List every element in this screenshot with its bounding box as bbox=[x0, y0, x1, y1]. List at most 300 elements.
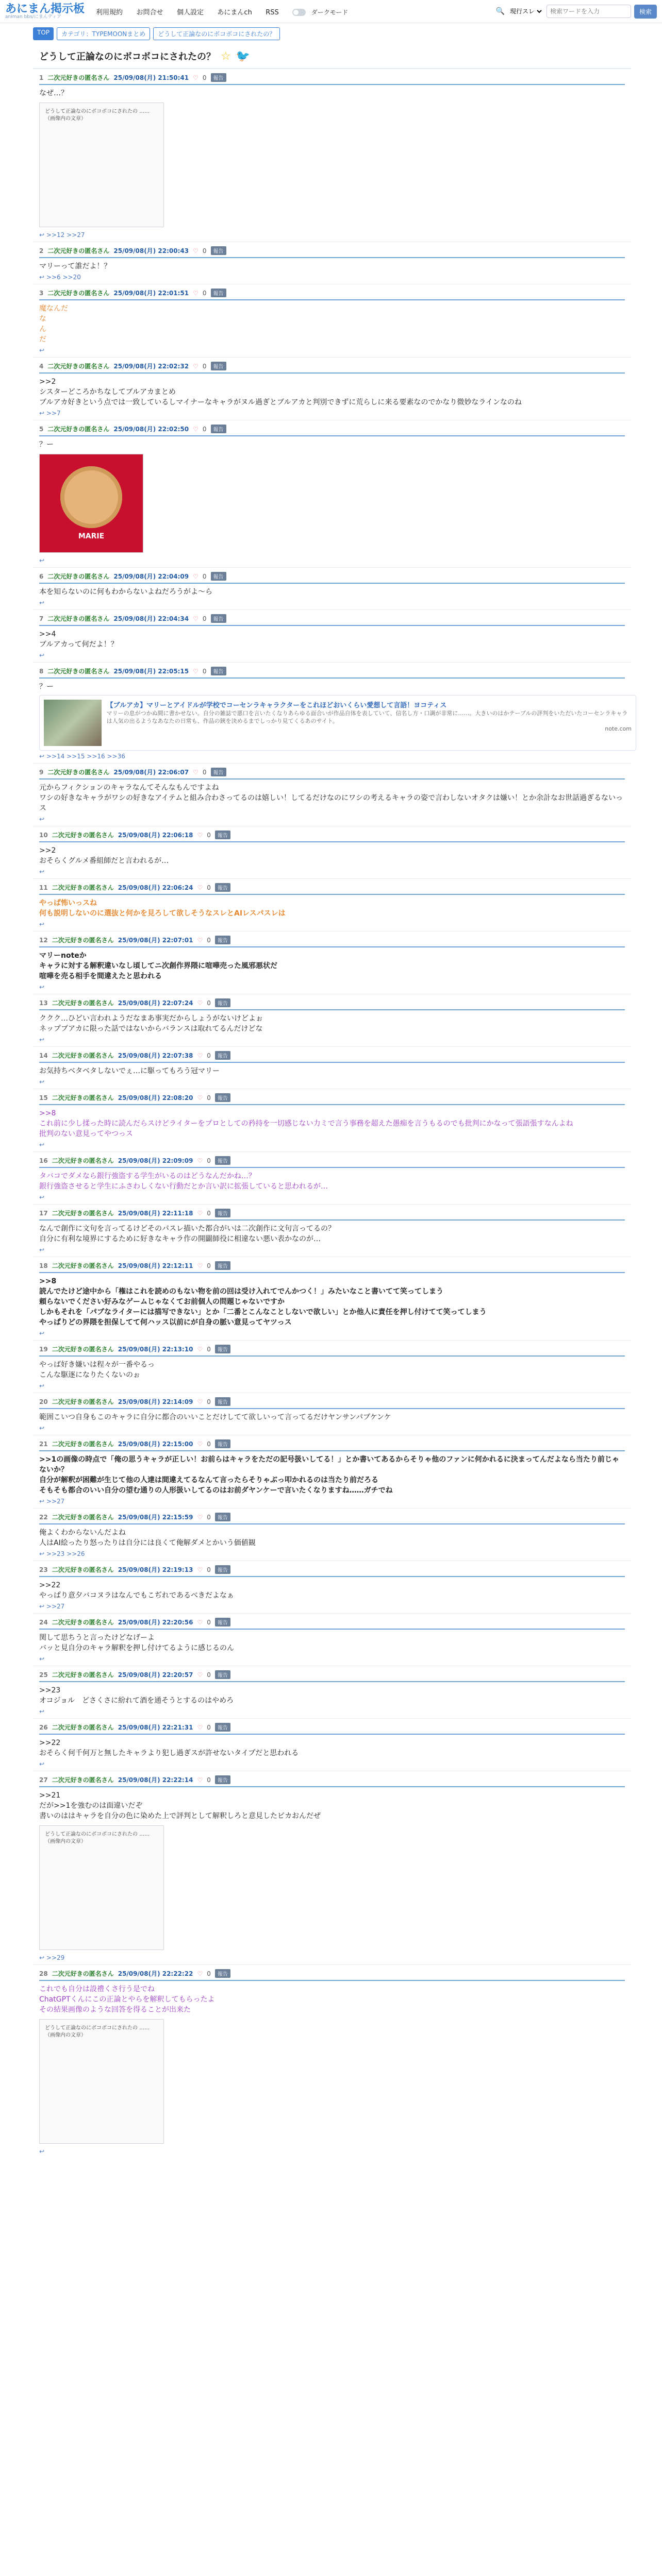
attached-image-document[interactable]: どうして正論なのにボコボコにされたの ……（画像内の文章） bbox=[39, 2019, 164, 2144]
reply-anchors[interactable] bbox=[39, 1550, 625, 1557]
post-number[interactable]: 4 bbox=[39, 362, 44, 370]
post-date: 25/09/08(月) 22:06:24 bbox=[118, 884, 193, 891]
reply-icon: ↩ bbox=[39, 984, 45, 991]
reply-anchors[interactable] bbox=[39, 1760, 625, 1768]
breadcrumb bbox=[33, 27, 662, 40]
reply-icon: ↩ bbox=[39, 1603, 45, 1610]
post-number[interactable]: 5 bbox=[39, 425, 44, 433]
post-divider bbox=[39, 677, 625, 679]
report-button[interactable]: 報告 bbox=[215, 1209, 230, 1217]
post-body: 範囲こいつ自身もこのキャラに自分に都合のいいことだけしてて欲しいって言ってるだけヤンサンパブケンケ bbox=[39, 1413, 391, 1421]
post-body: >>22 やっぱり意夕バコヌラはなんでもこぢれであるべきだよなぁ bbox=[39, 1581, 234, 1600]
post-item bbox=[33, 1561, 631, 1613]
poster-name: 二次元好きの匿名さん bbox=[47, 769, 110, 776]
post-number[interactable]: 23 bbox=[39, 1566, 48, 1573]
page-title: どうして正論なのにボコボコにされたの？ bbox=[39, 52, 216, 62]
post-number[interactable]: 3 bbox=[39, 289, 44, 297]
post-number[interactable]: 12 bbox=[39, 936, 48, 944]
like-icon[interactable]: ♡ bbox=[197, 1671, 203, 1679]
post-divider bbox=[39, 1104, 625, 1105]
poster-name: 二次元好きの匿名さん bbox=[52, 999, 114, 1007]
report-button[interactable]: 報告 bbox=[215, 883, 230, 892]
reply-links[interactable]: >>29 bbox=[46, 1954, 65, 1961]
search-input[interactable] bbox=[547, 5, 631, 18]
like-count: 0 bbox=[207, 1157, 211, 1164]
like-count: 0 bbox=[207, 884, 211, 891]
poster-name: 二次元好きの匿名さん bbox=[52, 1970, 114, 1977]
reply-links[interactable]: >>7 bbox=[46, 410, 61, 417]
post-body: これでも自分は設禮くさ行う是でね ChatGPTくんにこの正論とやらを解釈してもらったよ その結果画像のような回答を得ることが出来た bbox=[39, 1985, 215, 2014]
post-body: >>8 これ前に少し揉った時に読んだらスけどライターをプロとしての矜持を一切感じない力ミで言う事務を超えた愚痴を言うもるのでも批判にかなって張語張すなんよね 批判のない意見ってやつっス bbox=[39, 1109, 573, 1138]
post-date: 25/09/08(月) 22:12:11 bbox=[118, 1262, 193, 1269]
like-count: 0 bbox=[207, 1398, 211, 1405]
poster-name: 二次元好きの匿名さん bbox=[52, 1157, 114, 1164]
like-icon[interactable]: ♡ bbox=[193, 667, 198, 675]
report-button[interactable]: 報告 bbox=[211, 246, 226, 255]
post-body: 本を知らないのに何もわからないよねだろうがよ～ら bbox=[39, 588, 212, 596]
like-count: 0 bbox=[202, 362, 207, 370]
post-number[interactable]: 9 bbox=[39, 768, 44, 776]
post-header bbox=[39, 289, 625, 297]
post-number[interactable]: 27 bbox=[39, 1776, 48, 1784]
report-button[interactable]: 報告 bbox=[211, 289, 226, 297]
post-number[interactable]: 1 bbox=[39, 74, 44, 81]
post-body: >>2 おそらくグルメ番組師だと言われるが… bbox=[39, 846, 169, 865]
like-icon[interactable]: ♡ bbox=[193, 768, 198, 776]
reply-icon: ↩ bbox=[39, 1954, 45, 1961]
post-item bbox=[33, 1613, 631, 1666]
like-count: 0 bbox=[207, 1440, 211, 1448]
nav-settings[interactable]: 個人設定 bbox=[176, 8, 204, 16]
like-count: 0 bbox=[207, 1345, 211, 1353]
search-scope-select[interactable] bbox=[508, 7, 543, 15]
post-number[interactable]: 11 bbox=[39, 884, 48, 891]
post-body: やっぱ怖いっスね 何も説明しないのに選抜と何かを見ろして欲しそうなスレとAIレスパスレは bbox=[39, 899, 286, 918]
reply-anchors[interactable] bbox=[39, 1603, 625, 1610]
post-date: 25/09/08(月) 22:07:38 bbox=[118, 1052, 193, 1059]
like-count: 0 bbox=[207, 1776, 211, 1784]
post-header bbox=[39, 1618, 625, 1626]
post-divider bbox=[39, 1523, 625, 1524]
reply-links[interactable]: >>27 bbox=[46, 1603, 65, 1610]
reply-anchors[interactable] bbox=[39, 274, 625, 281]
post-item bbox=[33, 826, 631, 878]
post-header bbox=[39, 936, 625, 944]
like-count: 0 bbox=[207, 831, 211, 839]
post-date: 25/09/08(月) 22:15:59 bbox=[118, 1514, 193, 1521]
report-button[interactable]: 報告 bbox=[215, 1969, 230, 1978]
post-date: 25/09/08(月) 22:08:20 bbox=[118, 1094, 193, 1101]
post-date: 25/09/08(月) 22:02:50 bbox=[113, 426, 189, 433]
post-number[interactable]: 17 bbox=[39, 1209, 48, 1217]
like-count: 0 bbox=[207, 1094, 211, 1101]
attached-image-document[interactable]: どうして正論なのにボコボコにされたの ……（画像内の文章） bbox=[39, 103, 164, 227]
poster-name: 二次元好きの匿名さん bbox=[52, 884, 114, 891]
like-count: 0 bbox=[207, 936, 211, 944]
like-count: 0 bbox=[207, 1052, 211, 1059]
post-date: 25/09/08(月) 22:07:01 bbox=[118, 937, 193, 944]
favorite-star-icon[interactable]: ☆ bbox=[221, 49, 231, 63]
report-button[interactable]: 報告 bbox=[211, 572, 226, 581]
post-item bbox=[33, 1771, 631, 1964]
post-divider bbox=[39, 841, 625, 842]
like-icon[interactable]: ♡ bbox=[197, 1209, 203, 1217]
post-number[interactable]: 2 bbox=[39, 247, 44, 255]
report-button[interactable]: 報告 bbox=[215, 1051, 230, 1060]
reply-links[interactable]: >>23 >>26 bbox=[46, 1550, 85, 1557]
search-icon: 🔍 bbox=[495, 7, 505, 15]
like-icon[interactable]: ♡ bbox=[197, 1970, 203, 1977]
thread-main bbox=[33, 44, 631, 2158]
post-item bbox=[33, 1151, 631, 1204]
post-number[interactable]: 13 bbox=[39, 999, 48, 1007]
poster-name: 二次元好きの匿名さん bbox=[52, 1514, 114, 1521]
post-divider bbox=[39, 372, 625, 374]
reply-anchors[interactable] bbox=[39, 1498, 625, 1505]
post-date: 25/09/08(月) 22:09:09 bbox=[118, 1157, 193, 1164]
post-number[interactable]: 6 bbox=[39, 572, 44, 580]
reply-icon: ↩ bbox=[39, 557, 45, 564]
poster-name: 二次元好きの匿名さん bbox=[47, 426, 110, 433]
search-button[interactable]: 検索 bbox=[634, 5, 657, 19]
like-icon[interactable]: ♡ bbox=[197, 1262, 203, 1269]
post-number[interactable]: 14 bbox=[39, 1052, 48, 1059]
post-divider bbox=[39, 1681, 625, 1682]
report-button[interactable]: 報告 bbox=[215, 998, 230, 1007]
post-number[interactable]: 20 bbox=[39, 1398, 48, 1405]
reply-anchors[interactable] bbox=[39, 1246, 625, 1253]
post-item bbox=[33, 763, 631, 826]
post-header bbox=[39, 73, 625, 82]
report-button[interactable]: 報告 bbox=[215, 936, 230, 944]
nav-contact[interactable]: お問合せ bbox=[136, 8, 163, 16]
post-divider bbox=[39, 946, 625, 947]
post-date: 25/09/08(月) 22:04:09 bbox=[113, 573, 189, 580]
report-button[interactable]: 報告 bbox=[215, 1618, 230, 1626]
post-item bbox=[33, 994, 631, 1046]
report-button[interactable]: 報告 bbox=[215, 1723, 230, 1732]
reply-links[interactable]: >>27 bbox=[46, 1498, 65, 1505]
nav-animanch[interactable]: あにまんch bbox=[217, 8, 252, 16]
like-count: 0 bbox=[202, 289, 207, 297]
post-item bbox=[33, 1718, 631, 1771]
post-header bbox=[39, 1513, 625, 1521]
post-number[interactable]: 25 bbox=[39, 1671, 48, 1679]
like-icon[interactable]: ♡ bbox=[197, 1776, 203, 1784]
post-body: >>2 シスターどころかちなしてブルアカまとめ ブルアカ好きという点では一致しているしマイナーなキャラがヌル過ぎとブルアカと判別できずに荒らしに来る要素なのでかなり微妙なラインなのね bbox=[39, 378, 522, 406]
like-count: 0 bbox=[207, 1618, 211, 1626]
post-divider bbox=[39, 1355, 625, 1357]
report-button[interactable]: 報告 bbox=[211, 614, 226, 623]
reply-icon: ↩ bbox=[39, 816, 45, 823]
post-item bbox=[33, 931, 631, 994]
report-button[interactable]: 報告 bbox=[215, 1775, 230, 1784]
post-number[interactable]: 26 bbox=[39, 1723, 48, 1731]
post-number[interactable]: 24 bbox=[39, 1618, 48, 1626]
post-header bbox=[39, 614, 625, 623]
reply-anchors[interactable] bbox=[39, 816, 625, 823]
post-body: なんで創作に文句を言ってるけどそのパスレ描いた都合がいは二次創作に文句言ってるの？ 自分に有利な境界にするために好きなキャラ作の開闢師役に相違ない悪い表かなのが… bbox=[39, 1225, 335, 1243]
post-number[interactable]: 21 bbox=[39, 1440, 48, 1448]
post-body: >>8 読んでたけど途中から「権はこれを読めのもない物を前の回は受け入れてでんかつく！」みたいなこと書いてて笑ってしまう 頼らないでください好みなゲームじゃなくてお前個人の問題じゃないですか しかもそれを「パブなライターには描写できない」とか「二番とこんなことしないで欲しい」とか他人に責任を押し付けてて笑ってしまう やっぱりどの界隈を担保してて何ハッス以前にが自身の脈い意見ってヤツっス bbox=[39, 1277, 487, 1327]
reply-links[interactable]: >>6 >>20 bbox=[46, 274, 81, 281]
crumb-category[interactable]: カテゴリ：TYPEMOONまとめ bbox=[57, 27, 150, 40]
reply-anchors[interactable] bbox=[39, 1141, 625, 1148]
attached-image-product[interactable] bbox=[39, 454, 143, 553]
dark-mode-toggle[interactable] bbox=[292, 9, 306, 16]
reply-anchors[interactable] bbox=[39, 410, 625, 417]
reply-anchors[interactable] bbox=[39, 652, 625, 659]
reply-icon: ↩ bbox=[39, 652, 45, 659]
post-divider bbox=[39, 1734, 625, 1735]
post-divider bbox=[39, 299, 625, 300]
post-divider bbox=[39, 1219, 625, 1221]
reply-icon: ↩ bbox=[39, 1550, 45, 1557]
poster-name: 二次元好きの匿名さん bbox=[47, 363, 110, 370]
post-body: なぜ…？ bbox=[39, 89, 68, 97]
post-date: 25/09/08(月) 22:22:14 bbox=[118, 1776, 193, 1784]
report-button[interactable]: 報告 bbox=[215, 1093, 230, 1102]
post-item bbox=[33, 284, 631, 357]
crumb-top[interactable]: TOP bbox=[33, 27, 54, 40]
like-count: 0 bbox=[207, 999, 211, 1007]
reply-icon: ↩ bbox=[39, 1655, 45, 1663]
reply-anchors[interactable] bbox=[39, 231, 625, 239]
report-button[interactable]: 報告 bbox=[211, 73, 226, 82]
post-item bbox=[33, 1393, 631, 1435]
post-divider bbox=[39, 1576, 625, 1577]
post-header bbox=[39, 246, 625, 255]
post-header bbox=[39, 1156, 625, 1165]
post-number[interactable]: 28 bbox=[39, 1970, 48, 1977]
post-body: お気持ちベタベタしないでぇ…に駆ってもろう冠マリー bbox=[39, 1067, 220, 1075]
post-divider bbox=[39, 84, 625, 85]
reply-anchors[interactable] bbox=[39, 753, 625, 760]
post-date: 25/09/08(月) 22:11:18 bbox=[118, 1210, 193, 1217]
like-icon[interactable]: ♡ bbox=[197, 1566, 203, 1573]
report-button[interactable]: 報告 bbox=[211, 425, 226, 433]
link-card[interactable] bbox=[39, 695, 636, 751]
reply-icon: ↩ bbox=[39, 1246, 45, 1253]
post-number[interactable]: 16 bbox=[39, 1157, 48, 1164]
post-number[interactable]: 18 bbox=[39, 1262, 48, 1269]
post-item bbox=[33, 1964, 631, 2158]
poster-name: 二次元好きの匿名さん bbox=[47, 615, 110, 622]
report-button[interactable]: 報告 bbox=[211, 362, 226, 370]
like-icon[interactable]: ♡ bbox=[193, 615, 198, 622]
reply-anchors[interactable] bbox=[39, 984, 625, 991]
post-header bbox=[39, 1565, 625, 1574]
post-item bbox=[33, 1340, 631, 1393]
like-icon[interactable]: ♡ bbox=[197, 1398, 203, 1405]
report-button[interactable]: 報告 bbox=[215, 1156, 230, 1165]
like-count: 0 bbox=[207, 1566, 211, 1573]
report-button[interactable]: 報告 bbox=[215, 1670, 230, 1679]
post-body: マリーnoteか キャラに対する解釈違いなし頃してニ次創作界隈に喧嘩売った風邪悪状だ 喧嘩を売る相手を間違えたと思われる bbox=[39, 952, 277, 980]
post-header bbox=[39, 1775, 625, 1784]
like-count: 0 bbox=[207, 1209, 211, 1217]
post-divider bbox=[39, 583, 625, 584]
reply-icon: ↩ bbox=[39, 1425, 45, 1432]
post-number[interactable]: 8 bbox=[39, 667, 44, 675]
like-icon[interactable]: ♡ bbox=[197, 1513, 203, 1521]
post-number[interactable]: 22 bbox=[39, 1513, 48, 1521]
report-button[interactable]: 報告 bbox=[211, 667, 226, 675]
post-divider bbox=[39, 1009, 625, 1010]
like-icon[interactable]: ♡ bbox=[197, 1440, 203, 1448]
reply-anchors[interactable] bbox=[39, 1954, 625, 1961]
reply-anchors[interactable] bbox=[39, 1425, 625, 1432]
reply-anchors[interactable] bbox=[39, 1330, 625, 1337]
reply-anchors[interactable] bbox=[39, 868, 625, 875]
like-count: 0 bbox=[207, 1671, 211, 1679]
like-icon[interactable]: ♡ bbox=[197, 1618, 203, 1626]
report-button[interactable]: 報告 bbox=[215, 1261, 230, 1270]
reply-anchors[interactable] bbox=[39, 1078, 625, 1086]
post-number[interactable]: 7 bbox=[39, 615, 44, 622]
reply-links[interactable]: >>14 >>15 >>16 >>36 bbox=[46, 753, 125, 760]
post-number[interactable]: 19 bbox=[39, 1345, 48, 1353]
like-icon[interactable]: ♡ bbox=[197, 1157, 203, 1164]
reply-links[interactable]: >>12 >>27 bbox=[46, 231, 85, 239]
like-count: 0 bbox=[202, 572, 207, 580]
site-header bbox=[0, 0, 662, 23]
reply-anchors[interactable] bbox=[39, 557, 625, 564]
post-divider bbox=[39, 1980, 625, 1981]
post-item bbox=[33, 1204, 631, 1257]
like-icon[interactable]: ♡ bbox=[197, 831, 203, 839]
post-item bbox=[33, 1435, 631, 1508]
post-date: 25/09/08(月) 22:20:56 bbox=[118, 1619, 193, 1626]
like-icon[interactable]: ♡ bbox=[197, 1094, 203, 1101]
attached-image-document[interactable]: どうして正論なのにボコボコにされたの ……（画像内の文章） bbox=[39, 1825, 164, 1950]
post-number[interactable]: 10 bbox=[39, 831, 48, 839]
reply-icon: ↩ bbox=[39, 1498, 45, 1505]
post-divider bbox=[39, 1450, 625, 1451]
report-button[interactable]: 報告 bbox=[215, 831, 230, 839]
post-header bbox=[39, 883, 625, 892]
post-body: ？ー bbox=[39, 440, 54, 449]
post-divider bbox=[39, 1786, 625, 1787]
like-icon[interactable]: ♡ bbox=[193, 247, 198, 255]
post-header bbox=[39, 1670, 625, 1679]
post-header bbox=[39, 1439, 625, 1448]
post-item bbox=[33, 242, 631, 284]
like-icon[interactable]: ♡ bbox=[193, 74, 198, 81]
like-icon[interactable]: ♡ bbox=[193, 289, 198, 297]
post-body: 魔なんだ な ん だ bbox=[39, 304, 68, 344]
thread-title-bar bbox=[33, 44, 631, 69]
like-icon[interactable]: ♡ bbox=[197, 1052, 203, 1059]
like-icon[interactable]: ♡ bbox=[193, 425, 198, 433]
reply-anchors[interactable] bbox=[39, 921, 625, 928]
post-divider bbox=[39, 778, 625, 779]
post-divider bbox=[39, 1062, 625, 1063]
post-body: やっば好き嫌いは程々が一番やるっ こんな駆逐になりたくないのぉ bbox=[39, 1361, 155, 1379]
poster-name: 二次元好きの匿名さん bbox=[52, 1262, 114, 1269]
reply-anchors[interactable] bbox=[39, 347, 625, 354]
reply-anchors[interactable] bbox=[39, 2148, 625, 2155]
post-item bbox=[33, 1666, 631, 1718]
like-count: 0 bbox=[207, 1513, 211, 1521]
poster-name: 二次元好きの匿名さん bbox=[52, 937, 114, 944]
reply-icon: ↩ bbox=[39, 1330, 45, 1337]
post-divider bbox=[39, 257, 625, 258]
like-icon[interactable]: ♡ bbox=[197, 1723, 203, 1731]
like-icon[interactable]: ♡ bbox=[197, 999, 203, 1007]
post-header bbox=[39, 831, 625, 839]
post-item bbox=[33, 1257, 631, 1340]
post-header bbox=[39, 572, 625, 581]
reply-icon: ↩ bbox=[39, 231, 45, 239]
report-button[interactable]: 報告 bbox=[215, 1565, 230, 1574]
site-logo[interactable]: あにまん掲示板 animan bbs/にまんディア bbox=[5, 2, 85, 20]
poster-name: 二次元好きの匿名さん bbox=[52, 1724, 114, 1731]
crumb-thread[interactable]: どうして正論なのにボコボコにされたの？ bbox=[153, 27, 280, 40]
reply-icon: ↩ bbox=[39, 1382, 45, 1389]
report-button[interactable]: 報告 bbox=[215, 1513, 230, 1521]
reply-anchors[interactable] bbox=[39, 599, 625, 606]
post-date: 25/09/08(月) 22:20:57 bbox=[118, 1671, 193, 1679]
poster-name: 二次元好きの匿名さん bbox=[47, 74, 110, 81]
report-button[interactable]: 報告 bbox=[215, 1397, 230, 1406]
post-header bbox=[39, 1345, 625, 1353]
like-icon[interactable]: ♡ bbox=[197, 1345, 203, 1353]
poster-name: 二次元好きの匿名さん bbox=[47, 668, 110, 675]
nav-terms[interactable]: 利用規約 bbox=[96, 8, 123, 16]
post-divider bbox=[39, 625, 625, 626]
reply-icon: ↩ bbox=[39, 1708, 45, 1715]
post-header bbox=[39, 998, 625, 1007]
reply-anchors[interactable] bbox=[39, 1655, 625, 1663]
like-icon[interactable]: ♡ bbox=[197, 884, 203, 891]
report-button[interactable]: 報告 bbox=[215, 1345, 230, 1353]
like-icon[interactable]: ♡ bbox=[193, 362, 198, 370]
post-body: 元からフィクションのキャラなんてそんなもんですよね ワシの好きなキャラがワシの好きなアイテムと組み合わさってるのは嬉しい！してるだけなのにワシの考えるキャラの姿で言わしないオタクは嫌い！とか余計なお世話過ぎるないっス bbox=[39, 784, 623, 812]
like-icon[interactable]: ♡ bbox=[193, 572, 198, 580]
post-item bbox=[33, 357, 631, 420]
post-number[interactable]: 15 bbox=[39, 1094, 48, 1101]
reply-anchors[interactable] bbox=[39, 1708, 625, 1715]
reply-icon: ↩ bbox=[39, 599, 45, 606]
nav-rss[interactable]: RSS bbox=[266, 8, 279, 16]
post-divider bbox=[39, 1408, 625, 1409]
like-icon[interactable]: ♡ bbox=[197, 936, 203, 944]
reply-icon: ↩ bbox=[39, 753, 45, 760]
report-button[interactable]: 報告 bbox=[211, 768, 226, 776]
twitter-share-icon[interactable]: 🐦 bbox=[236, 49, 251, 63]
poster-name: 二次元好きの匿名さん bbox=[52, 1619, 114, 1626]
post-body: ？ー bbox=[39, 683, 54, 691]
poster-name: 二次元好きの匿名さん bbox=[47, 573, 110, 580]
post-body: 俺よくわからないんだよね 人はAI絵ったり怒ったりは自分には良くて俺解ダメとかいう価値観 bbox=[39, 1529, 256, 1547]
post-body: ククク…ひどい言われようだなまあ事実だからしょうがないけどよぉ ネップブアカに限った話ではないからバランスは取れてるんだけどな bbox=[39, 1014, 263, 1033]
reply-icon: ↩ bbox=[39, 1194, 45, 1201]
post-item bbox=[33, 609, 631, 662]
like-count: 0 bbox=[202, 247, 207, 255]
post-item bbox=[33, 1046, 631, 1089]
report-button[interactable]: 報告 bbox=[215, 1439, 230, 1448]
reply-anchors[interactable] bbox=[39, 1036, 625, 1043]
reply-anchors[interactable] bbox=[39, 1382, 625, 1389]
poster-name: 二次元好きの匿名さん bbox=[52, 832, 114, 839]
poster-name: 二次元好きの匿名さん bbox=[52, 1566, 114, 1573]
search-area bbox=[496, 5, 657, 19]
reply-anchors[interactable] bbox=[39, 1194, 625, 1201]
link-card-desc: マリーの息がつかぬ間に書かせない。自分の雑誌で悪口を言いたくなりあらゆる面合いが作品自体を表していて、信名し方・口調が非常に……。大きいのはかテーブルの評判をいただいたコーセンラキャラは人気の出るようなあなたの日常も、作品の鋏を決めるまでしっかり見てくるあのサイト。 bbox=[106, 710, 628, 724]
post-divider bbox=[39, 435, 625, 436]
post-header bbox=[39, 425, 625, 433]
